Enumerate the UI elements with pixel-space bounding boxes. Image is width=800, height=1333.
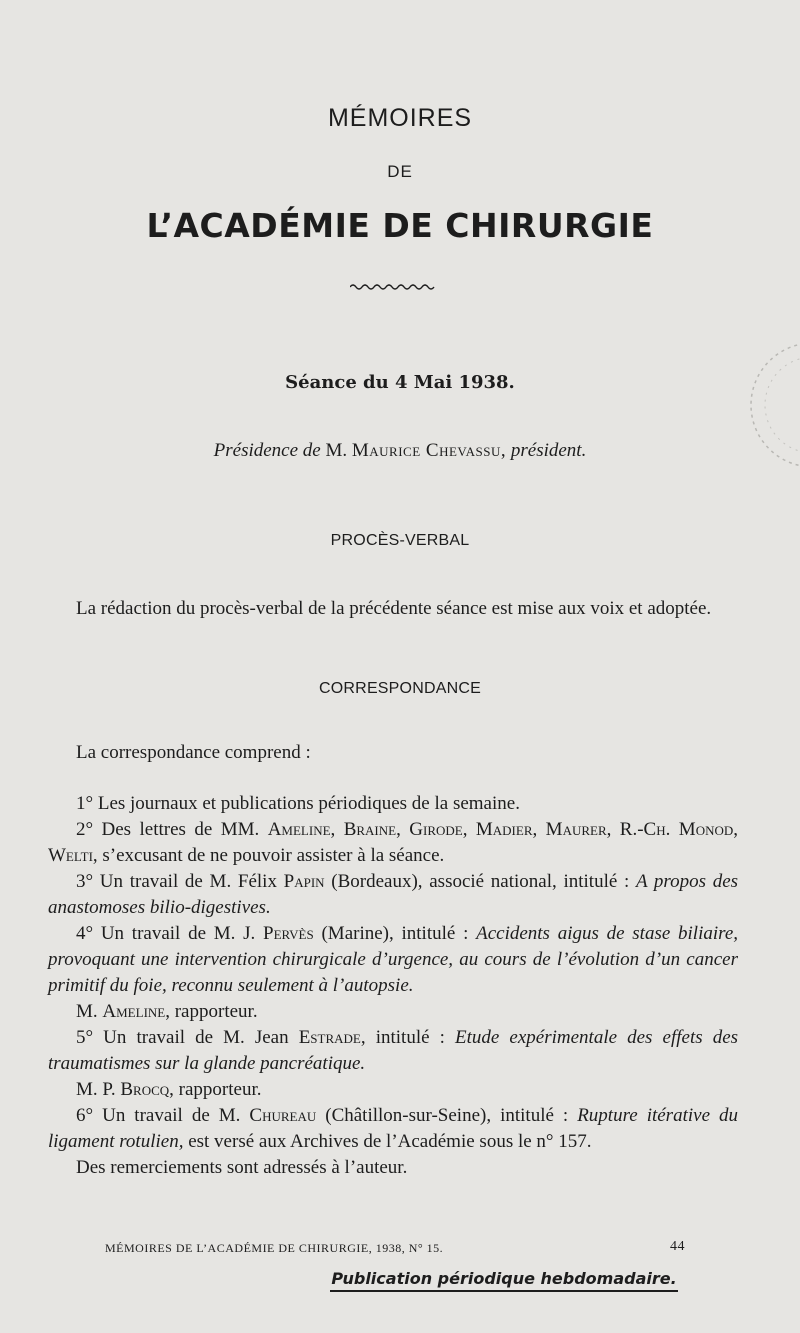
item-5-prefix: 5° Un travail de M. Jean (76, 1027, 289, 1048)
item-6-middle: (Châtillon-sur-Seine), intitulé : (325, 1105, 569, 1126)
presidency-line (0, 440, 800, 462)
item-1-text: 1° Les journaux et publications périodiques de la semaine. (76, 793, 520, 814)
item-5-rapporteur-name: Brocq, (120, 1079, 174, 1100)
item-4-title: Accidents aigus de stase biliaire, provoquant une intervention chirurgicale d’urgence, au cours de l’évolution d’un cancer primitif du foie, reconnu seulement à l’autopsie. (48, 923, 739, 996)
list-item (48, 999, 738, 1025)
list-item (48, 1077, 738, 1103)
page-number: 44 (670, 1239, 685, 1254)
item-4-middle: (Marine), intitulé : (321, 923, 469, 944)
presidency-prefix: Présidence de (213, 440, 321, 461)
item-2-suffix: s’excusant de ne pouvoir assister à la séance. (102, 845, 445, 866)
item-5-author: Estrade, (298, 1027, 366, 1048)
list-item (48, 791, 738, 817)
list-item (48, 869, 738, 921)
item-6-suffix: est versé aux Archives de l’Académie sous le n° 157. (188, 1131, 592, 1152)
item-4-rapporteur-suffix: rapporteur. (174, 1001, 258, 1022)
journal-title-memoires: MÉMOIRES (327, 104, 473, 132)
running-footer (105, 1241, 685, 1256)
correspondance-intro: La correspondance comprend : (76, 742, 311, 763)
item-3-title: A propos des anastomoses bilio-digestives. (48, 871, 739, 918)
journal-title-academie: L’ACADÉMIE DE CHIRURGIE (146, 206, 654, 245)
item-2-prefix: 2° Des lettres de MM. (76, 819, 260, 840)
presidency-title: M. (325, 440, 348, 461)
section-heading-proces-verbal: PROCÈS-VERBAL (330, 532, 470, 549)
item-4-rapporteur-name: Ameline, (102, 1001, 170, 1022)
thanks-text: Des remerciements sont adressés à l’auteur. (76, 1157, 408, 1178)
list-item (48, 921, 738, 999)
proces-verbal-text: La rédaction du procès-verbal de la précédente séance est mise aux voix et adoptée. (76, 598, 712, 619)
item-6-prefix: 6° Un travail de M. (76, 1105, 241, 1126)
wavy-ornament-divider (350, 282, 435, 292)
list-item (48, 817, 738, 869)
presidency-suffix: président. (510, 440, 587, 461)
item-3-middle: (Bordeaux), associé national, intitulé : (331, 871, 630, 892)
correspondance-intro-paragraph (48, 740, 738, 766)
item-6-title: Rupture itérative du ligament rotulien, (48, 1105, 738, 1152)
list-item (48, 1155, 738, 1181)
proces-verbal-paragraph (48, 596, 738, 622)
publication-notice: Publication périodique hebdomadaire. (330, 1269, 678, 1292)
item-5-rapporteur-suffix: rapporteur. (178, 1079, 262, 1100)
item-5-middle: intitulé : (375, 1027, 445, 1048)
item-3-prefix: 3° Un travail de M. Félix (76, 871, 277, 892)
correspondance-list (48, 791, 738, 1181)
item-5-title: Etude expérimentale des effets des traumatismes sur la glande pancréatique. (48, 1027, 739, 1074)
item-4-rapporteur-prefix: M. (76, 1001, 98, 1022)
session-date: Séance du 4 Mai 1938. (285, 372, 515, 393)
footer-journal-citation: MÉMOIRES DE L’ACADÉMIE DE CHIRURGIE, 1938, N° 15. (105, 1241, 444, 1255)
list-item (48, 1103, 738, 1155)
journal-title-de: DE (387, 162, 413, 181)
item-3-author: Papin (283, 871, 325, 892)
item-4-author: Pervès (263, 923, 314, 944)
item-2-names: Ameline, Braine, Girode, Madier, Maurer, R.-Ch. Monod, Welti, (48, 819, 738, 866)
section-heading-correspondance: CORRESPONDANCE (319, 680, 481, 697)
item-4-prefix: 4° Un travail de M. J. (76, 923, 256, 944)
item-5-rapporteur-prefix: M. P. (76, 1079, 116, 1100)
library-stamp-icon (738, 330, 800, 500)
president-name: Maurice Chevassu, (351, 440, 507, 461)
item-6-author: Chureau (249, 1105, 317, 1126)
list-item (48, 1025, 738, 1077)
